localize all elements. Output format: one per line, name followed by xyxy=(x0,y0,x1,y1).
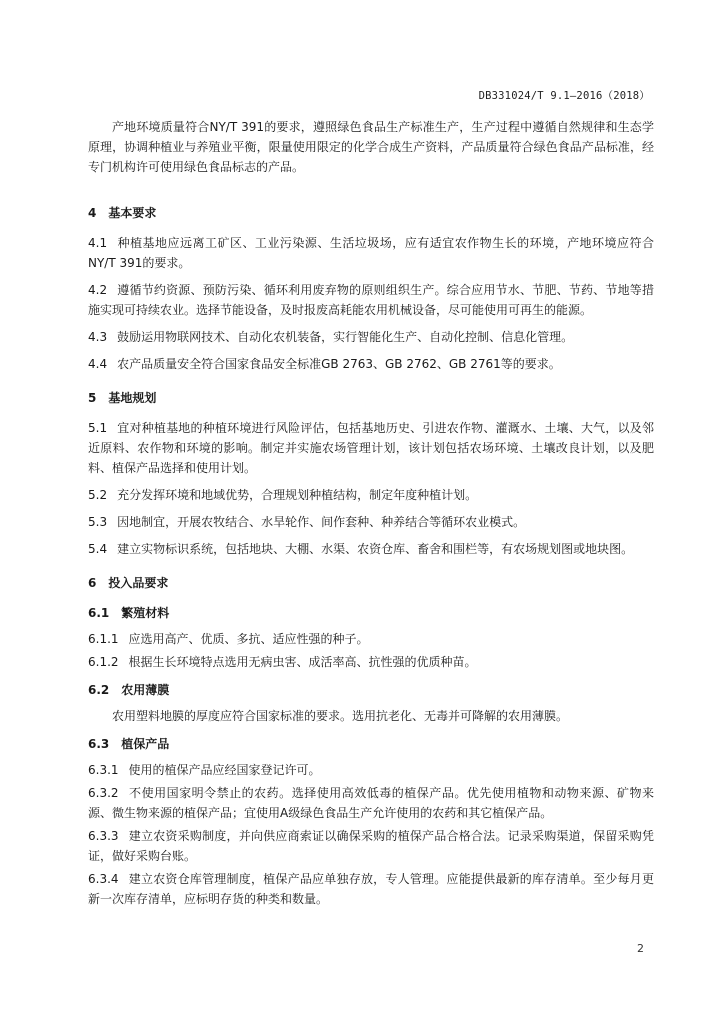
clause-6-3-4 xyxy=(88,869,654,909)
intro-paragraph: 产地环境质量符合NY/T 391的要求，遵照绿色食品生产标准生产，生产过程中遵循自然规律和生态学原理，协调种植业与养殖业平衡，限量使用限定的化学合成生产资料，产品质量符合绿色食品产品标准，经专门机构许可使用绿色食品标志的产品。 xyxy=(88,120,654,174)
clause-6-3-1 xyxy=(88,760,654,780)
clause-number: 4.4 xyxy=(88,357,108,371)
clause-text: 建立农资采购制度，并向供应商索证以确保采购的植保产品合格合法。记录采购渠道，保留采购凭证，做好采购台账。 xyxy=(88,829,654,863)
clause-number: 5.4 xyxy=(88,542,108,556)
section-4-heading: 4 基本要求 xyxy=(88,206,157,220)
clause-number: 4.1 xyxy=(88,236,108,250)
clause-text: 建立农资仓库管理制度，植保产品应单独存放，专人管理。应能提供最新的库存清单。至少每月更新一次库存清单，应标明存货的种类和数量。 xyxy=(88,872,654,906)
clause-5-1 xyxy=(88,418,654,478)
document-body xyxy=(88,117,654,912)
page-number: 2 xyxy=(637,942,644,955)
section-6-1-heading: 6.1 繁殖材料 xyxy=(88,606,170,620)
clause-6-3-2 xyxy=(88,783,654,823)
section-6-2-paragraph: 农用塑料地膜的厚度应符合国家标准的要求。选用抗老化、无毒并可降解的农用薄膜。 xyxy=(112,709,569,723)
clause-text: 不使用国家明令禁止的农药。选择使用高效低毒的植保产品。优先使用植物和动物来源、矿物来源、微生物来源的植保产品；宜使用A级绿色食品生产允许使用的农药和其它植保产品。 xyxy=(88,786,654,820)
clause-5-2 xyxy=(88,485,654,505)
section-6-heading: 6 投入品要求 xyxy=(88,576,169,590)
clause-text: 应选用高产、优质、多抗、适应性强的种子。 xyxy=(128,632,369,646)
document-code-header: DB331024/T 9.1—2016（2018） xyxy=(478,90,650,102)
section-6-2-heading: 6.2 农用薄膜 xyxy=(88,683,170,697)
clause-text: 根据生长环境特点选用无病虫害、成活率高、抗性强的优质种苗。 xyxy=(128,655,477,669)
clause-text: 因地制宜，开展农牧结合、水旱轮作、间作套种、种养结合等循环农业模式。 xyxy=(117,515,526,529)
clause-text: 遵循节约资源、预防污染、循环利用废弃物的原则组织生产。综合应用节水、节肥、节药、节地等措施实现可持续农业。选择节能设备，及时报废高耗能农用机械设备，尽可能使用可再生的能源。 xyxy=(88,283,654,317)
clause-4-3 xyxy=(88,327,654,347)
clause-number: 6.3.3 xyxy=(88,829,119,843)
clause-text: 鼓励运用物联网技术、自动化农机装备，实行智能化生产、自动化控制、信息化管理。 xyxy=(117,330,574,344)
clause-number: 5.3 xyxy=(88,515,108,529)
clause-5-3 xyxy=(88,512,654,532)
section-6-3-heading: 6.3 植保产品 xyxy=(88,737,170,751)
clause-number: 6.3.4 xyxy=(88,872,119,886)
clause-number: 6.3.2 xyxy=(88,786,119,800)
clause-text: 使用的植保产品应经国家登记许可。 xyxy=(128,763,321,777)
clause-4-2 xyxy=(88,280,654,320)
clause-6-3-3 xyxy=(88,826,654,866)
clause-number: 6.3.1 xyxy=(88,763,119,777)
section-5-heading: 5 基地规划 xyxy=(88,391,157,405)
clause-text: 建立实物标识系统，包括地块、大棚、水渠、农资仓库、畜舍和围栏等，有农场规划图或地块图。 xyxy=(117,542,634,556)
clause-number: 5.2 xyxy=(88,488,108,502)
clause-4-4 xyxy=(88,354,654,374)
clause-5-4 xyxy=(88,539,654,559)
clause-6-1-2 xyxy=(88,652,654,672)
clause-number: 4.2 xyxy=(88,283,108,297)
clause-text: 农产品质量安全符合国家食品安全标准GB 2763、GB 2762、GB 2761等的要求。 xyxy=(117,357,561,371)
clause-number: 4.3 xyxy=(88,330,108,344)
clause-6-1-1 xyxy=(88,629,654,649)
clause-number: 5.1 xyxy=(88,421,108,435)
clause-4-1 xyxy=(88,233,654,273)
clause-text: 充分发挥环境和地域优势，合理规划种植结构，制定年度种植计划。 xyxy=(117,488,478,502)
clause-text: 宜对种植基地的种植环境进行风险评估，包括基地历史、引进农作物、灌溉水、土壤、大气，以及邻近原料、农作物和环境的影响。制定并实施农场管理计划，该计划包括农场环境、土壤改良计划，以及肥料、植保产品选择和使用计划。 xyxy=(88,421,654,475)
clause-number: 6.1.1 xyxy=(88,632,119,646)
clause-text: 种植基地应远离工矿区、工业污染源、生活垃圾场，应有适宜农作物生长的环境，产地环境应符合NY/T 391的要求。 xyxy=(88,236,654,270)
clause-number: 6.1.2 xyxy=(88,655,119,669)
